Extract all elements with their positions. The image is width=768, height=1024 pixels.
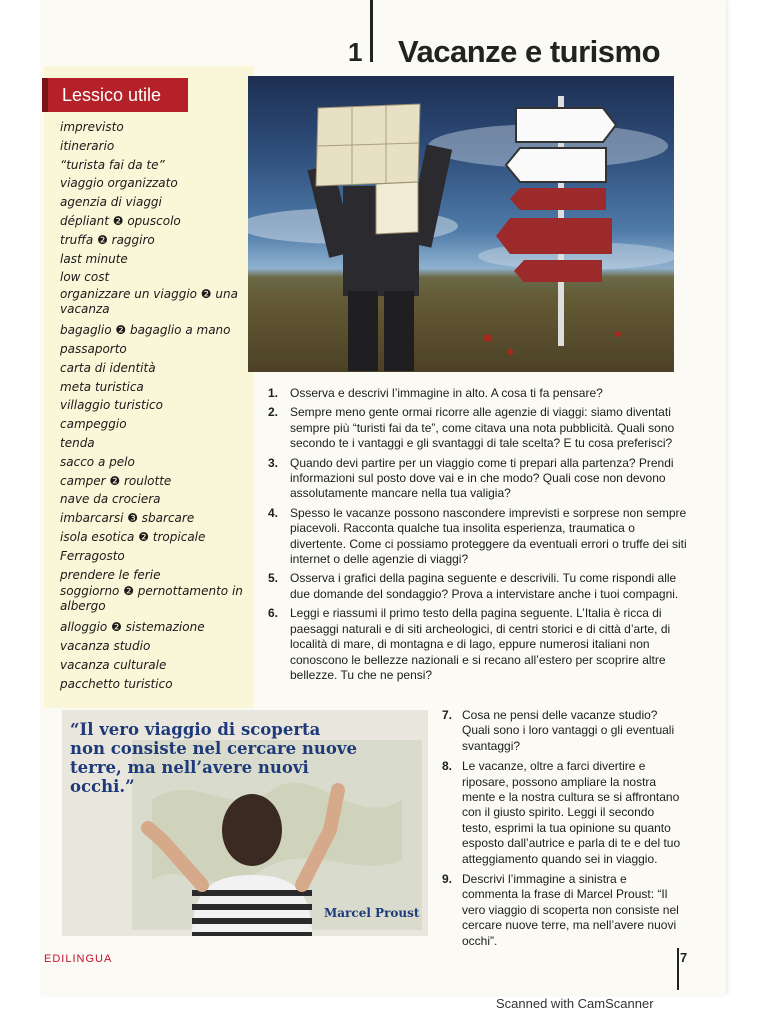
questions-list — [268, 386, 688, 687]
question-text: Osserva i grafici della pagina seguente e descrivili. Tu come rispondi alle due domande del sondaggio? Prova a intervistare anche i tuoi compagni. — [290, 571, 679, 601]
quote-author: Marcel Proust — [324, 906, 420, 920]
publisher-logo: EDILINGUA — [44, 953, 113, 965]
lessico-word: pacchetto turistico — [60, 676, 173, 691]
lessico-word: Ferragosto — [60, 548, 125, 563]
question-item — [442, 872, 682, 949]
lessico-word: imbarcarsi ❸ sbarcare — [60, 511, 195, 526]
lessico-word: bagaglio ❷ bagaglio a mano — [60, 323, 231, 338]
lessico-word: alloggio ❷ sistemazione — [60, 620, 205, 635]
question-text: Quando devi partire per un viaggio come ti prepari alla partenza? Prendi informazioni sul posto dove vai e in che modo? Quali cose non devono assolutamente mancare nella tua valigia? — [290, 455, 674, 501]
question-number: 5. — [268, 571, 279, 586]
question-number: 9. — [442, 872, 453, 887]
question-item — [268, 456, 688, 502]
question-item — [268, 606, 688, 683]
question-text: Spesso le vacanze possono nascondere imprevisti e sorprese non sempre piacevoli. Racconta qualche tua insolita esperienza, traumatica o divertente. Come ci possiamo proteggere da eventuali errori o truffe dei siti internet o delle agenzie di viaggi? — [290, 505, 687, 567]
question-number: 8. — [442, 759, 453, 774]
signpost-photo — [248, 76, 674, 372]
question-item — [442, 759, 682, 867]
question-item — [268, 386, 688, 401]
question-item — [268, 571, 688, 602]
question-number: 1. — [268, 386, 279, 400]
unit-header — [348, 30, 370, 74]
question-number: 6. — [268, 606, 279, 621]
lessico-word-list — [60, 118, 250, 694]
question-text: Sempre meno gente ormai ricorre alle agenzie di viaggi: siamo diventati sempre più “turisti fai da te”, come citava una nota pubblicità. Quali sono secondo te i vantaggi e gli svantaggi di tale scelta? E tu cosa preferisci? — [290, 405, 675, 451]
scanner-watermark: Scanned with CamScanner — [496, 996, 654, 1011]
lessico-word: last minute — [60, 251, 128, 266]
lessico-word: villaggio turistico — [60, 398, 163, 413]
lessico-word: viaggio organizzato — [60, 176, 178, 191]
page-number-divider — [677, 948, 679, 990]
signpost-illustration — [248, 76, 674, 372]
question-item — [442, 708, 682, 754]
lessico-word: tenda — [60, 435, 95, 450]
question-number: 3. — [268, 455, 279, 470]
unit-number: 1 — [348, 36, 363, 67]
lessico-word: vacanza studio — [60, 639, 151, 654]
question-item — [268, 405, 688, 451]
lessico-word: truffa ❷ raggiro — [60, 232, 155, 247]
lessico-word: passaporto — [60, 341, 127, 356]
lessico-word: dépliant ❷ opuscolo — [60, 213, 181, 228]
question-text: Cosa ne pensi delle vacanze studio? Quali sono i loro vantaggi o gli eventuali svantaggi? — [462, 708, 675, 753]
unit-title: Vacanze e turismo — [398, 34, 661, 69]
lessico-word: agenzia di viaggi — [60, 195, 162, 210]
lessico-word: itinerario — [60, 138, 115, 153]
question-item — [268, 506, 688, 568]
lessico-word: prendere le ferie — [60, 567, 161, 582]
question-number: 2. — [268, 405, 279, 420]
question-text: Le vacanze, oltre a farci divertire e riposare, possono ampliare la nostra mente e la nostra cultura se si affrontano con il giusto spirito. Leggi il secondo testo, esprimi la tua opinione su quanto esposto dall’autrice e parla di te e del tuo atteggiamento quando sei in viaggio. — [462, 759, 681, 866]
question-number: 7. — [442, 708, 453, 722]
question-number: 4. — [268, 505, 279, 520]
lessico-word: nave da crociera — [60, 492, 161, 507]
lessico-word: organizzare un viaggio ❷ una vacanza — [60, 287, 238, 317]
lessico-word: vacanza culturale — [60, 657, 167, 672]
lessico-word: campeggio — [60, 417, 127, 432]
quote-photo — [62, 710, 428, 936]
lessico-word: sacco a pelo — [60, 454, 135, 469]
lessico-word: isola esotica ❷ tropicale — [60, 529, 206, 544]
question-text: Descrivi l’immagine a sinistra e commenta la frase di Marcel Proust: “Il vero viaggio di scoperta non consiste nel cercare nuove terre, ma nell’avere nuovi occhi”. — [462, 872, 679, 948]
question-text: Osserva e descrivi l’immagine in alto. A cosa ti fa pensare? — [290, 386, 603, 400]
lessico-word: soggiorno ❷ pernottamento in albergo — [60, 584, 243, 614]
lessico-word: low cost — [60, 270, 110, 285]
lessico-word: “turista fai da te” — [60, 157, 165, 172]
question-text: Leggi e riassumi il primo testo della pagina seguente. L’Italia è ricca di paesaggi naturali e di siti archeologici, di centri storici e di città d’arte, di località di mare, di montagna e di lago, eppure numerosi italiani non conoscono le bellezze nazionali e si recano all’estero per scoprire altre bellezze. Tu che ne pensi? — [290, 606, 671, 682]
lessico-word: meta turistica — [60, 379, 144, 394]
questions-right-list — [442, 708, 682, 954]
page-number: 7 — [680, 950, 688, 965]
proust-quote: “Il vero viaggio di scoperta non consiste nel cercare nuove terre, ma nell’avere nuovi occhi.” — [70, 720, 358, 796]
lessico-word: camper ❷ roulotte — [60, 473, 172, 488]
lessico-word: carta di identità — [60, 360, 156, 375]
lessico-word: imprevisto — [60, 120, 124, 134]
lessico-title: Lessico utile — [42, 78, 188, 112]
